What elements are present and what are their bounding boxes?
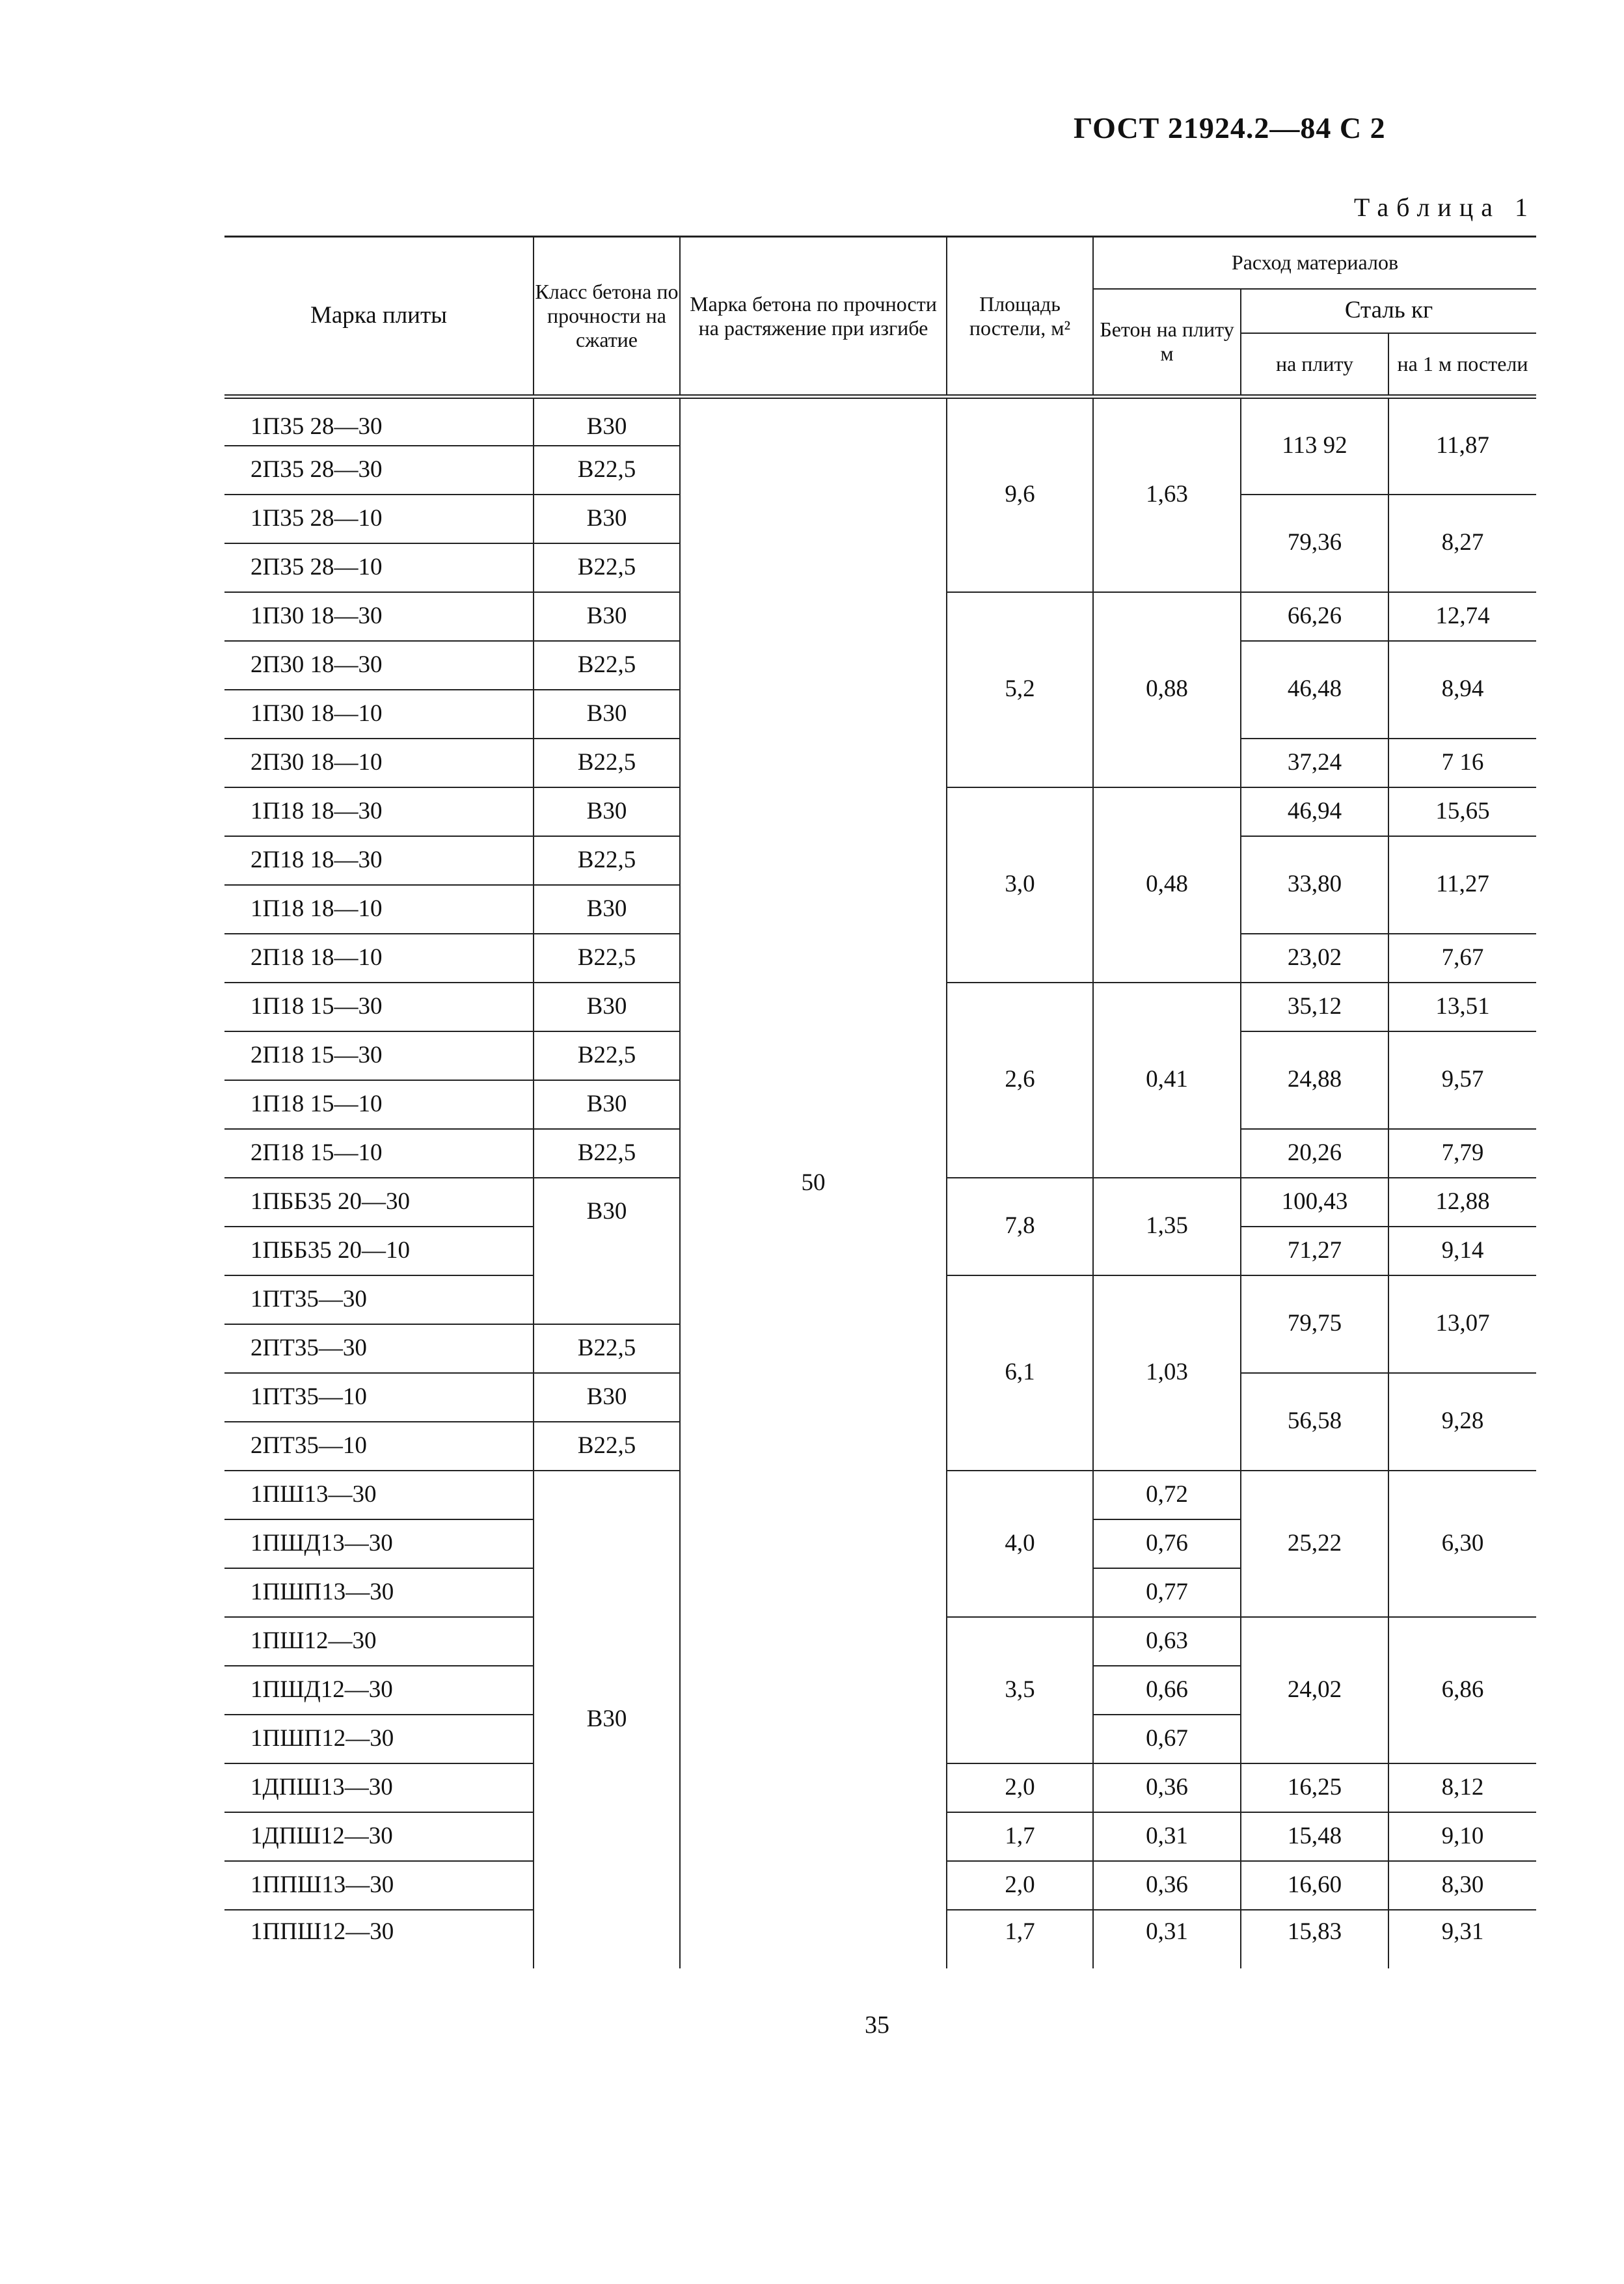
steel-m2-cell: 9,10 — [1388, 1812, 1536, 1861]
mark-cell: 2П18 15—10 — [224, 1129, 534, 1178]
steel-slab-cell: 46,94 — [1241, 787, 1388, 836]
area-cell: 9,6 — [947, 397, 1093, 592]
concrete-cell: 0,66 — [1093, 1666, 1241, 1715]
mark-cell: 2П18 18—10 — [224, 934, 534, 983]
class-cell: В30 — [534, 787, 680, 836]
class-cell: В22,5 — [534, 1324, 680, 1373]
concrete-cell: 0,31 — [1093, 1910, 1241, 1968]
mark-cell: 1П18 18—30 — [224, 787, 534, 836]
class-cell: В30 — [534, 690, 680, 739]
mark-cell: 2П30 18—10 — [224, 739, 534, 787]
area-cell: 1,7 — [947, 1812, 1093, 1861]
steel-slab-cell: 100,43 — [1241, 1178, 1388, 1227]
steel-slab-cell: 79,36 — [1241, 495, 1388, 592]
concrete-cell: 0,48 — [1093, 787, 1241, 983]
concrete-cell: 0,36 — [1093, 1763, 1241, 1812]
mark-cell: 1П30 18—10 — [224, 690, 534, 739]
steel-slab-cell: 16,25 — [1241, 1763, 1388, 1812]
area-cell: 5,2 — [947, 592, 1093, 787]
mark-cell: 1ПШД13—30 — [224, 1519, 534, 1568]
steel-m2-cell: 12,88 — [1388, 1178, 1536, 1227]
concrete-cell: 0,76 — [1093, 1519, 1241, 1568]
steel-slab-cell: 79,75 — [1241, 1275, 1388, 1373]
steel-m2-cell: 12,74 — [1388, 592, 1536, 641]
header-area: Площадь постели, м² — [947, 237, 1093, 397]
area-cell: 2,6 — [947, 983, 1093, 1178]
table-caption: Таблица 1 — [1353, 193, 1536, 222]
mark-cell: 1ПТ35—10 — [224, 1373, 534, 1422]
steel-m2-cell: 6,86 — [1388, 1617, 1536, 1763]
mark-cell: 1ПШД12—30 — [224, 1666, 534, 1715]
steel-slab-cell: 56,58 — [1241, 1373, 1388, 1471]
mark-cell: 2П18 18—30 — [224, 836, 534, 885]
area-cell: 3,0 — [947, 787, 1093, 983]
steel-m2-cell: 15,65 — [1388, 787, 1536, 836]
mark-cell: 2ПТ35—10 — [224, 1422, 534, 1471]
class-cell: В30 — [534, 1178, 680, 1324]
steel-slab-cell: 66,26 — [1241, 592, 1388, 641]
steel-slab-cell: 113 92 — [1241, 397, 1388, 495]
steel-m2-cell: 8,30 — [1388, 1861, 1536, 1910]
class-cell: В22,5 — [534, 739, 680, 787]
class-cell: В22,5 — [534, 446, 680, 495]
mark-cell: 1ППШ13—30 — [224, 1861, 534, 1910]
header-mark: Марка плиты — [224, 237, 534, 397]
concrete-cell: 1,03 — [1093, 1275, 1241, 1471]
steel-slab-cell: 24,02 — [1241, 1617, 1388, 1763]
mark-cell: 1ПББ35 20—10 — [224, 1227, 534, 1275]
page-number: 35 — [865, 2011, 889, 2039]
class-cell: В22,5 — [534, 836, 680, 885]
steel-slab-cell: 37,24 — [1241, 739, 1388, 787]
class-cell: В30 — [534, 983, 680, 1031]
mark-cell: 1П35 28—10 — [224, 495, 534, 543]
mark-cell: 1ДПШ12—30 — [224, 1812, 534, 1861]
steel-slab-cell: 20,26 — [1241, 1129, 1388, 1178]
steel-m2-cell: 13,07 — [1388, 1275, 1536, 1373]
tensile-grade-cell: 50 — [680, 397, 947, 1968]
steel-m2-cell: 9,57 — [1388, 1031, 1536, 1129]
header-concrete-class: Класс бетона по прочности на сжатие — [534, 237, 680, 397]
document-header: ГОСТ 21924.2—84 С 2 — [1074, 111, 1386, 144]
concrete-cell: 0,88 — [1093, 592, 1241, 787]
concrete-cell: 0,31 — [1093, 1812, 1241, 1861]
mark-cell: 1П18 15—30 — [224, 983, 534, 1031]
steel-m2-cell: 6,30 — [1388, 1471, 1536, 1617]
steel-m2-cell: 8,12 — [1388, 1763, 1536, 1812]
class-cell: В30 — [534, 592, 680, 641]
steel-m2-cell: 9,14 — [1388, 1227, 1536, 1275]
steel-slab-cell: 46,48 — [1241, 641, 1388, 739]
mark-cell: 1ПТ35—30 — [224, 1275, 534, 1324]
concrete-cell: 0,36 — [1093, 1861, 1241, 1910]
steel-slab-cell: 71,27 — [1241, 1227, 1388, 1275]
mark-cell: 1ПШП13—30 — [224, 1568, 534, 1617]
class-cell: В22,5 — [534, 1129, 680, 1178]
steel-m2-cell: 13,51 — [1388, 983, 1536, 1031]
class-cell: В30 — [534, 1080, 680, 1129]
mark-cell: 1ДПШ13—30 — [224, 1763, 534, 1812]
steel-m2-cell: 9,31 — [1388, 1910, 1536, 1968]
concrete-cell: 0,72 — [1093, 1471, 1241, 1519]
mark-cell: 1ПББ35 20—30 — [224, 1178, 534, 1227]
steel-m2-cell: 7,79 — [1388, 1129, 1536, 1178]
concrete-cell: 0,41 — [1093, 983, 1241, 1178]
steel-slab-cell: 15,48 — [1241, 1812, 1388, 1861]
area-cell: 2,0 — [947, 1861, 1093, 1910]
area-cell: 6,1 — [947, 1275, 1093, 1471]
mark-cell: 1ПШ12—30 — [224, 1617, 534, 1666]
area-cell: 3,5 — [947, 1617, 1093, 1763]
mark-cell: 1ПШП12—30 — [224, 1715, 534, 1763]
area-cell: 1,7 — [947, 1910, 1093, 1968]
class-cell: В22,5 — [534, 543, 680, 592]
steel-slab-cell: 23,02 — [1241, 934, 1388, 983]
mark-cell: 2П18 15—30 — [224, 1031, 534, 1080]
area-cell: 2,0 — [947, 1763, 1093, 1812]
mark-cell: 1П30 18—30 — [224, 592, 534, 641]
steel-m2-cell: 8,94 — [1388, 641, 1536, 739]
steel-slab-cell: 35,12 — [1241, 983, 1388, 1031]
class-cell: В30 — [534, 397, 680, 446]
concrete-cell: 1,63 — [1093, 397, 1241, 592]
concrete-cell: 0,67 — [1093, 1715, 1241, 1763]
class-cell: В22,5 — [534, 934, 680, 983]
header-steel-per-m2: на 1 м постели — [1388, 333, 1536, 397]
materials-table — [224, 236, 1536, 1968]
mark-cell: 1П35 28—30 — [224, 397, 534, 446]
class-cell: В30 — [534, 1471, 680, 1968]
mark-cell: 2ПТ35—30 — [224, 1324, 534, 1373]
header-steel: Сталь кг — [1241, 289, 1536, 333]
mark-cell: 2П30 18—30 — [224, 641, 534, 690]
header-tensile-grade: Марка бетона по прочности на растяжение при изгибе — [680, 237, 947, 397]
steel-slab-cell: 25,22 — [1241, 1471, 1388, 1617]
mark-cell: 1П18 15—10 — [224, 1080, 534, 1129]
concrete-cell: 1,35 — [1093, 1178, 1241, 1275]
steel-m2-cell: 9,28 — [1388, 1373, 1536, 1471]
mark-cell: 2П35 28—10 — [224, 543, 534, 592]
class-cell: В30 — [534, 885, 680, 934]
mark-cell: 1ПШ13—30 — [224, 1471, 534, 1519]
header-steel-per-slab: на плиту — [1241, 333, 1388, 397]
steel-m2-cell: 7,67 — [1388, 934, 1536, 983]
class-cell: В22,5 — [534, 1031, 680, 1080]
class-cell: В22,5 — [534, 1422, 680, 1471]
class-cell: В30 — [534, 495, 680, 543]
steel-slab-cell: 16,60 — [1241, 1861, 1388, 1910]
steel-m2-cell: 7 16 — [1388, 739, 1536, 787]
steel-m2-cell: 11,87 — [1388, 397, 1536, 495]
area-cell: 4,0 — [947, 1471, 1093, 1617]
class-cell: В22,5 — [534, 641, 680, 690]
steel-slab-cell: 24,88 — [1241, 1031, 1388, 1129]
area-cell: 7,8 — [947, 1178, 1093, 1275]
header-consumption: Расход материалов — [1093, 237, 1536, 289]
steel-m2-cell: 11,27 — [1388, 836, 1536, 934]
header-concrete-per-slab: Бетон на плиту м — [1093, 289, 1241, 397]
mark-cell: 2П35 28—30 — [224, 446, 534, 495]
mark-cell: 1ППШ12—30 — [224, 1910, 534, 1968]
concrete-cell: 0,77 — [1093, 1568, 1241, 1617]
steel-slab-cell: 33,80 — [1241, 836, 1388, 934]
concrete-cell: 0,63 — [1093, 1617, 1241, 1666]
steel-m2-cell: 8,27 — [1388, 495, 1536, 592]
class-cell: В30 — [534, 1373, 680, 1422]
steel-slab-cell: 15,83 — [1241, 1910, 1388, 1968]
mark-cell: 1П18 18—10 — [224, 885, 534, 934]
